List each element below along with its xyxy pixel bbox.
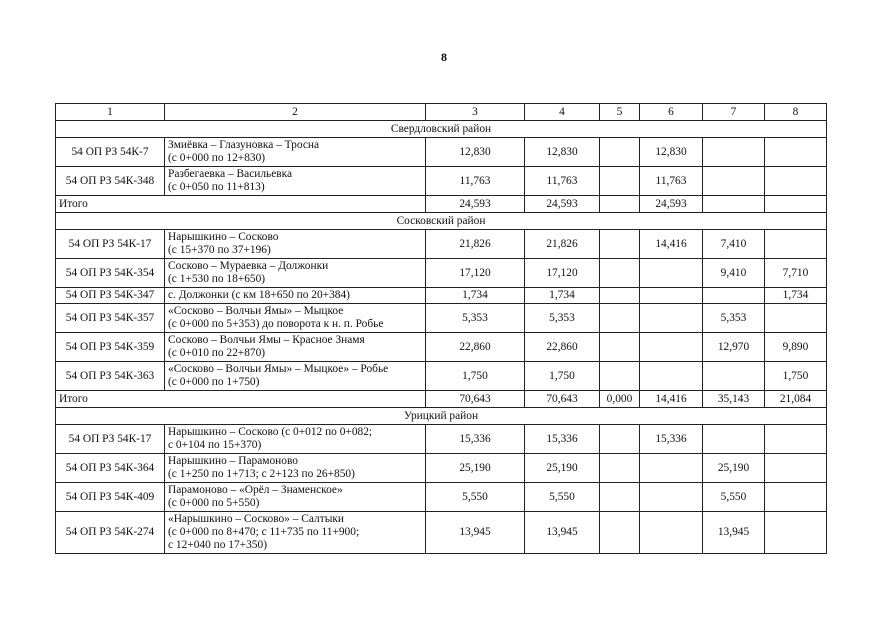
value-c7: 7,410 [703,230,765,259]
road-name [165,425,426,454]
value-c5 [600,333,640,362]
road-name-line: (с 15+370 по 37+196) [168,244,271,256]
road-code: 54 ОП РЗ 54К-274 [56,512,165,554]
value-c4: 22,860 [525,333,600,362]
value-c4: 11,763 [525,167,600,196]
value-c3: 5,353 [426,304,525,333]
value-c4: 12,830 [525,138,600,167]
value-c6: 11,763 [640,167,703,196]
value-c6 [640,483,703,512]
road-name [165,230,426,259]
road-name-line: «Сосково – Волчьи Ямы» – Мыцкое» – Робье [168,363,389,375]
road-name-line: с. Должонки (с км 18+650 по 20+384) [168,289,350,301]
total-c8: 21,084 [765,391,827,408]
value-c4: 21,826 [525,230,600,259]
value-c7: 9,410 [703,259,765,288]
total-c5 [600,196,640,213]
page-number: 8 [441,50,447,64]
value-c8: 9,890 [765,333,827,362]
value-c7 [703,138,765,167]
district-name: Свердловский район [56,121,827,138]
header-cell: 3 [426,104,525,121]
road-name [165,304,426,333]
value-c7 [703,288,765,304]
road-name [165,512,426,554]
road-name-line: (с 0+000 по 1+750) [168,376,260,388]
value-c4: 13,945 [525,512,600,554]
value-c4: 25,190 [525,454,600,483]
total-c3: 24,593 [426,196,525,213]
road-name-line: «Нарышкино – Сосково» – Салтыки [168,513,344,525]
value-c8: 7,710 [765,259,827,288]
district-name: Сосковский район [56,213,827,230]
road-name-line: (с 1+530 по 18+650) [168,273,266,285]
total-c4: 24,593 [525,196,600,213]
value-c7 [703,167,765,196]
table-row [56,362,827,391]
value-c6 [640,333,703,362]
value-c7: 13,945 [703,512,765,554]
road-name [165,362,426,391]
road-code: 54 ОП РЗ 54К-409 [56,483,165,512]
total-row [56,391,827,408]
value-c5 [600,138,640,167]
district-row [56,121,827,138]
total-row [56,196,827,213]
value-c8 [765,167,827,196]
road-code: 54 ОП РЗ 54К-357 [56,304,165,333]
value-c6: 15,336 [640,425,703,454]
header-cell: 5 [600,104,640,121]
road-name-line: Нарышкино – Сосково (с 0+012 по 0+082; [168,426,373,438]
value-c5 [600,167,640,196]
road-name [165,259,426,288]
road-code: 54 ОП РЗ 54К-7 [56,138,165,167]
road-name-line: Парамоново – «Орёл – Знаменское» [168,484,343,496]
road-name [165,333,426,362]
road-name-line: Нарышкино – Парамоново [168,455,298,467]
value-c7 [703,362,765,391]
value-c8: 1,734 [765,288,827,304]
value-c3: 21,826 [426,230,525,259]
total-label: Итого [56,391,426,408]
road-name [165,483,426,512]
header-cell: 4 [525,104,600,121]
total-c7: 35,143 [703,391,765,408]
value-c6: 14,416 [640,230,703,259]
table-row [56,425,827,454]
value-c5 [600,483,640,512]
road-name-line: Нарышкино – Сосково [168,231,279,243]
value-c4: 1,734 [525,288,600,304]
value-c3: 13,945 [426,512,525,554]
value-c6 [640,512,703,554]
value-c8 [765,230,827,259]
value-c7: 12,970 [703,333,765,362]
road-code: 54 ОП РЗ 54К-17 [56,425,165,454]
road-name-line: с 12+040 по 17+350) [168,539,267,551]
total-c6: 14,416 [640,391,703,408]
table-body [56,104,827,554]
table-row [56,167,827,196]
road-code: 54 ОП РЗ 54К-364 [56,454,165,483]
road-code: 54 ОП РЗ 54К-347 [56,288,165,304]
table-row [56,259,827,288]
header-cell: 1 [56,104,165,121]
road-name-line: с 0+104 по 15+370) [168,439,262,451]
road-name-line: (с 0+010 по 22+870) [168,347,266,359]
header-cell: 8 [765,104,827,121]
table-row [56,230,827,259]
value-c3: 5,550 [426,483,525,512]
value-c8 [765,483,827,512]
value-c7: 5,353 [703,304,765,333]
road-name-line: (с 0+050 по 11+813) [168,181,265,193]
district-row [56,213,827,230]
road-name [165,454,426,483]
value-c5 [600,454,640,483]
value-c3: 22,860 [426,333,525,362]
value-c8 [765,512,827,554]
road-code: 54 ОП РЗ 54К-359 [56,333,165,362]
value-c5 [600,230,640,259]
value-c8 [765,454,827,483]
table-row [56,333,827,362]
value-c6 [640,288,703,304]
value-c3: 1,734 [426,288,525,304]
road-code: 54 ОП РЗ 54К-17 [56,230,165,259]
total-c7 [703,196,765,213]
road-name-line: (с 0+000 по 5+550) [168,497,260,509]
header-cell: 6 [640,104,703,121]
value-c5 [600,304,640,333]
value-c5 [600,425,640,454]
total-c5: 0,000 [600,391,640,408]
value-c7 [703,425,765,454]
road-name [165,167,426,196]
table-row [56,512,827,554]
value-c7: 25,190 [703,454,765,483]
district-row [56,408,827,425]
value-c3: 17,120 [426,259,525,288]
value-c8 [765,304,827,333]
value-c3: 1,750 [426,362,525,391]
value-c8: 1,750 [765,362,827,391]
value-c4: 1,750 [525,362,600,391]
road-name-line: (с 1+250 по 1+713; с 2+123 по 26+850) [168,468,355,480]
header-cell: 2 [165,104,426,121]
road-name-line: Сосково – Мураевка – Должонки [168,260,329,272]
total-c3: 70,643 [426,391,525,408]
value-c5 [600,512,640,554]
value-c8 [765,425,827,454]
total-c6: 24,593 [640,196,703,213]
road-table [55,103,827,554]
value-c6 [640,304,703,333]
road-name-line: (с 0+000 по 12+830) [168,152,266,164]
table-row [56,288,827,304]
value-c3: 25,190 [426,454,525,483]
value-c6: 12,830 [640,138,703,167]
value-c6 [640,454,703,483]
table-row [56,138,827,167]
header-row [56,104,827,121]
table-row [56,454,827,483]
road-code: 54 ОП РЗ 54К-363 [56,362,165,391]
value-c6 [640,259,703,288]
value-c4: 5,550 [525,483,600,512]
value-c4: 17,120 [525,259,600,288]
road-name-line: Разбегаевка – Васильевка [168,168,293,180]
road-name-line: (с 0+000 по 5+353) до поворота к н. п. Робье [168,318,384,330]
value-c5 [600,288,640,304]
value-c8 [765,138,827,167]
road-name-line: Сосково – Волчьи Ямы – Красное Знамя [168,334,365,346]
road-name-line: Змиёвка – Глазуновка – Тросна [168,139,320,151]
value-c4: 15,336 [525,425,600,454]
total-c4: 70,643 [525,391,600,408]
total-c8 [765,196,827,213]
road-name-line: «Сосково – Волчьи Ямы» – Мыцкое [168,305,344,317]
table-row [56,483,827,512]
total-label: Итого [56,196,426,213]
district-name: Урицкий район [56,408,827,425]
road-name [165,288,426,304]
road-name [165,138,426,167]
value-c3: 11,763 [426,167,525,196]
road-name-line: (с 0+000 по 8+470; с 11+735 по 11+900; [168,526,360,538]
value-c5 [600,259,640,288]
value-c6 [640,362,703,391]
road-code: 54 ОП РЗ 54К-354 [56,259,165,288]
value-c3: 15,336 [426,425,525,454]
value-c5 [600,362,640,391]
road-code: 54 ОП РЗ 54К-348 [56,167,165,196]
value-c3: 12,830 [426,138,525,167]
header-cell: 7 [703,104,765,121]
value-c4: 5,353 [525,304,600,333]
value-c7: 5,550 [703,483,765,512]
table-row [56,304,827,333]
